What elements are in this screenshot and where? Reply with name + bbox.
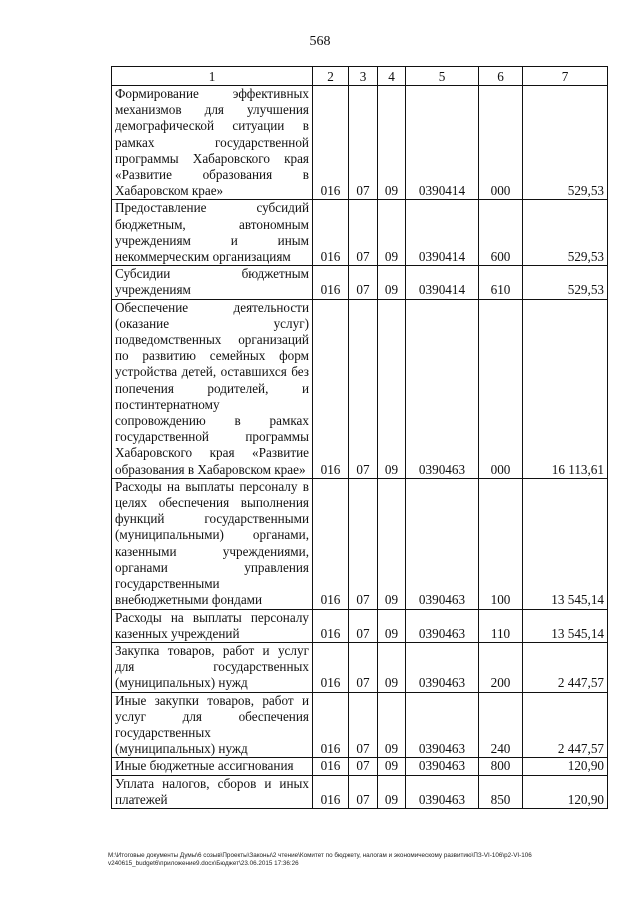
row-col-2: 016 <box>313 86 349 200</box>
row-col-4: 09 <box>378 642 406 692</box>
row-name: Субсидии бюджетным учреждениям <box>112 266 313 299</box>
row-col-3: 07 <box>349 609 378 642</box>
file-path-footer: M:\Итоговые документы Думы\6 созыв\Проекты\Законы\2 чтение\Комитет по бюджету, налогам и экономическому развитию\ПЗ-VI-106\р2-VI-106 v240615_budget6\приложение9.docx\Бюджет\23.06.2015 17:36:26 <box>108 852 532 867</box>
row-col-2: 016 <box>313 758 349 775</box>
row-col-2: 016 <box>313 609 349 642</box>
row-col-2: 016 <box>313 299 349 478</box>
header-col-2: 2 <box>313 67 349 86</box>
row-name: Иные закупки товаров, работ и услуг для обеспечения государственных (муниципальных) нужд <box>112 692 313 758</box>
table-row <box>112 758 608 775</box>
row-col-5: 0390463 <box>406 775 479 808</box>
table-row <box>112 609 608 642</box>
row-col-4: 09 <box>378 86 406 200</box>
table-row <box>112 478 608 609</box>
row-col-5: 0390414 <box>406 86 479 200</box>
row-name: Предоставление субсидий бюджетным, автономным учреждениям и иным некоммерческим организациям <box>112 200 313 266</box>
row-col-2: 016 <box>313 200 349 266</box>
header-col-3: 3 <box>349 67 378 86</box>
table-row <box>112 299 608 478</box>
table-row <box>112 775 608 808</box>
row-amount: 16 113,61 <box>523 299 608 478</box>
row-amount: 13 545,14 <box>523 609 608 642</box>
row-col-6: 240 <box>479 692 523 758</box>
row-col-6: 600 <box>479 200 523 266</box>
header-row <box>112 67 608 86</box>
row-amount: 529,53 <box>523 86 608 200</box>
row-col-3: 07 <box>349 642 378 692</box>
row-amount: 2 447,57 <box>523 692 608 758</box>
table-row <box>112 642 608 692</box>
row-name: Закупка товаров, работ и услуг для государственных (муниципальных) нужд <box>112 642 313 692</box>
row-col-3: 07 <box>349 200 378 266</box>
header-col-7: 7 <box>523 67 608 86</box>
row-col-6: 110 <box>479 609 523 642</box>
row-col-5: 0390463 <box>406 642 479 692</box>
row-col-3: 07 <box>349 86 378 200</box>
page-number: 568 <box>309 34 331 49</box>
row-col-3: 07 <box>349 692 378 758</box>
row-col-4: 09 <box>378 478 406 609</box>
row-col-4: 09 <box>378 266 406 299</box>
table-row <box>112 86 608 200</box>
row-amount: 529,53 <box>523 200 608 266</box>
row-name: Расходы на выплаты персоналу казенных учреждений <box>112 609 313 642</box>
row-col-5: 0390463 <box>406 609 479 642</box>
row-name: Обеспечение деятельности (оказание услуг) подведомственных организаций по развитию семейных форм устройства детей, оставшихся без попечения родителей, и постинтернатному сопровождению в рамках государственной программы Хабаровского края «Развитие образования в Хабаровском крае» <box>112 299 313 478</box>
row-col-3: 07 <box>349 299 378 478</box>
row-col-4: 09 <box>378 200 406 266</box>
row-amount: 2 447,57 <box>523 642 608 692</box>
row-col-2: 016 <box>313 478 349 609</box>
row-col-4: 09 <box>378 758 406 775</box>
row-col-6: 200 <box>479 642 523 692</box>
row-col-3: 07 <box>349 266 378 299</box>
header-col-5: 5 <box>406 67 479 86</box>
header-col-1: 1 <box>112 67 313 86</box>
row-col-5: 0390463 <box>406 299 479 478</box>
row-col-3: 07 <box>349 478 378 609</box>
row-amount: 13 545,14 <box>523 478 608 609</box>
row-col-5: 0390463 <box>406 478 479 609</box>
row-col-6: 000 <box>479 299 523 478</box>
budget-table <box>111 66 608 809</box>
row-name: Формирование эффективных механизмов для улучшения демографической ситуации в рамках государственной программы Хабаровского края «Развитие образования в Хабаровском крае» <box>112 86 313 200</box>
table-row <box>112 266 608 299</box>
row-col-6: 000 <box>479 86 523 200</box>
table-row <box>112 200 608 266</box>
header-col-6: 6 <box>479 67 523 86</box>
row-amount: 120,90 <box>523 758 608 775</box>
row-col-6: 100 <box>479 478 523 609</box>
row-col-4: 09 <box>378 299 406 478</box>
row-col-2: 016 <box>313 775 349 808</box>
row-col-6: 800 <box>479 758 523 775</box>
row-name: Иные бюджетные ассигнования <box>112 758 313 775</box>
row-col-4: 09 <box>378 775 406 808</box>
row-name: Уплата налогов, сборов и иных платежей <box>112 775 313 808</box>
row-col-4: 09 <box>378 692 406 758</box>
row-amount: 529,53 <box>523 266 608 299</box>
row-col-2: 016 <box>313 642 349 692</box>
row-col-5: 0390414 <box>406 200 479 266</box>
row-col-5: 0390463 <box>406 692 479 758</box>
row-col-3: 07 <box>349 758 378 775</box>
header-col-4: 4 <box>378 67 406 86</box>
row-col-4: 09 <box>378 609 406 642</box>
row-col-6: 850 <box>479 775 523 808</box>
row-amount: 120,90 <box>523 775 608 808</box>
row-col-3: 07 <box>349 775 378 808</box>
row-col-5: 0390414 <box>406 266 479 299</box>
row-col-2: 016 <box>313 266 349 299</box>
row-col-6: 610 <box>479 266 523 299</box>
row-name: Расходы на выплаты персоналу в целях обеспечения выполнения функций государственными (муниципальными) органами, казенными учреждениями, органами управления государственными внебюджетными фондами <box>112 478 313 609</box>
row-col-2: 016 <box>313 692 349 758</box>
table-row <box>112 692 608 758</box>
row-col-5: 0390463 <box>406 758 479 775</box>
